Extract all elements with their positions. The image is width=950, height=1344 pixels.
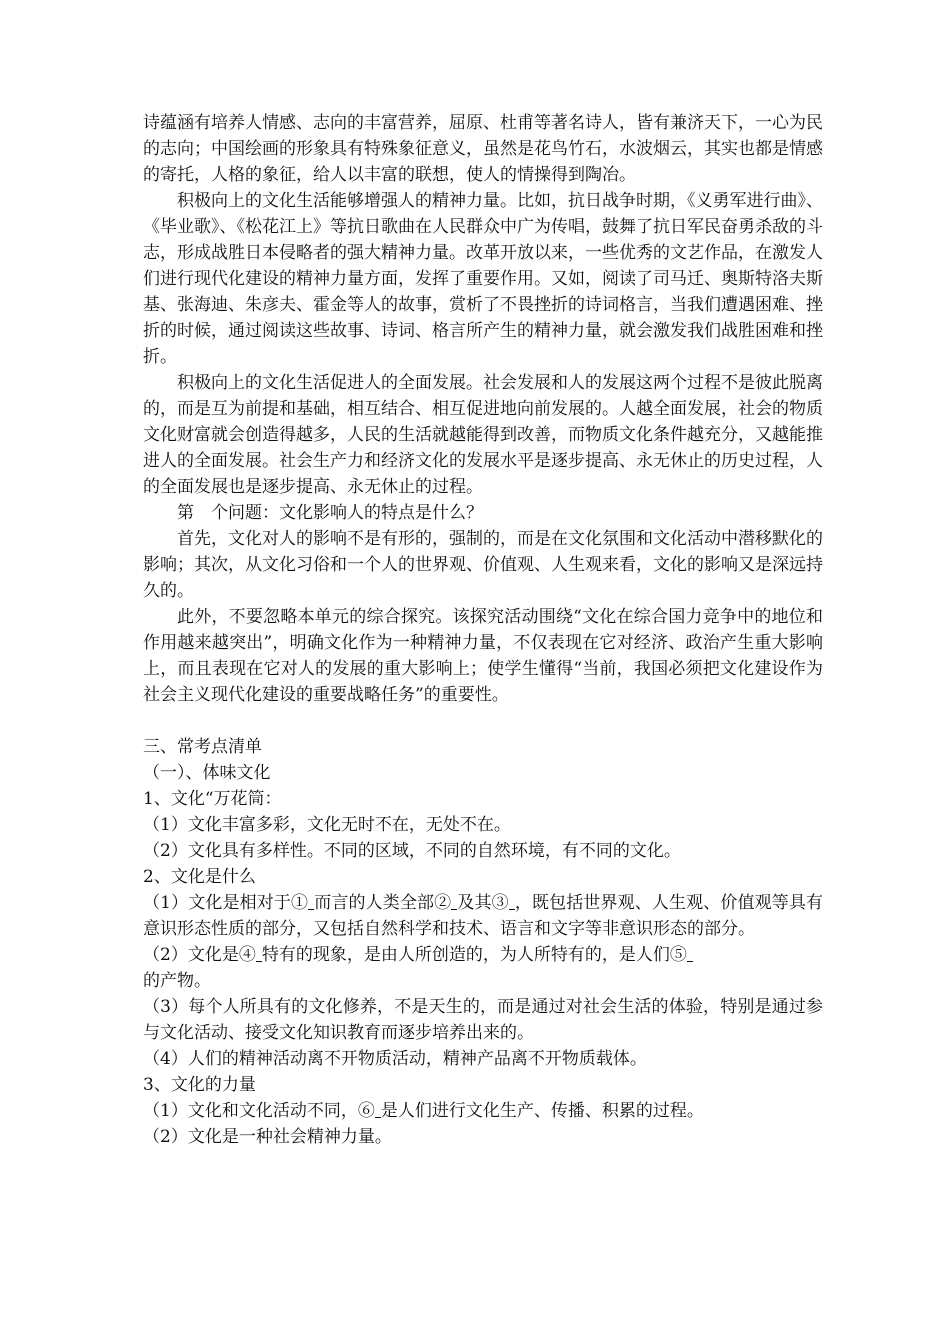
section-heading: 三、常考点清单 [143,737,262,757]
item2-title: 2、文化是什么 [143,867,256,887]
spacer [143,708,823,734]
item2-1-part-a: （1）文化是相对于① [143,893,309,913]
item2-2-part-a: （2）文化是④ [143,945,256,965]
item1-title: 1、文化“万花筒： [143,789,282,809]
paragraph-spiritual-strength: 积极向上的文化生活能够增强人的精神力量。比如，抗日战争时期，《义勇军进行曲》、《毕业歌》、《松花江上》等抗日歌曲在人民群众中广为传唱，鼓舞了抗日军民奋勇杀敌的斗志，形成战胜日本侵略者的强大精神力量。改革开放以来，一些优秀的文艺作品，在激发人们进行现代化建设的精神力量方面，发挥了重要作用。又如，阅读了司马迁、奥斯特洛夫斯基、张海迪、朱彦夫、霍金等人的故事，赏析了不畏挫折的诗词格言，当我们遭遇困难、挫折的时候，通过阅读这些故事、诗词、格言所产生的精神力量，就会激发我们战胜困难和挫折。 [143,191,823,367]
item3-2: （2）文化是一种社会精神力量。 [143,1127,392,1147]
paragraph-all-round-development: 积极向上的文化生活促进人的全面发展。社会发展和人的发展这两个过程不是彼此脱离的，而是互为前提和基础，相互结合、相互促进地向前发展的。人越全面发展，社会的物质文化财富就会创造得越多，人民的生活就越能得到改善，而物质文化条件越充分，又越能推进人的全面发展。社会生产力和经济文化的发展水平是逐步提高、永无休止的历史过程，人的全面发展也是逐步提高、永无休止的过程。 [143,373,823,497]
item2-2-part-b: 特有的现象，是由人所创造的，为人所特有的，是人们⑤ [261,945,687,965]
item2-2-part-c: 的产物。 [143,971,211,991]
item2-4: （4）人们的精神活动离不开物质活动，精神产品离不开物质载体。 [143,1049,647,1069]
paragraph-poetry: 诗蕴涵有培养人情感、志向的丰富营养，屈原、杜甫等著名诗人，皆有兼济天下，一心为民的志向；中国绘画的形象具有特殊象征意义，虽然是花鸟竹石，水波烟云，其实也都是情感的寄托，人格的象征，给人以丰富的联想，使人的情操得到陶冶。 [143,113,823,185]
item1-2: （2）文化具有多样性。不同的区域，不同的自然环境，有不同的文化。 [143,841,681,861]
fill-blank-5 [687,945,693,962]
document-page [143,110,823,1150]
item2-1-part-d: ，既包括世界观、人生观、价值观等具有意识形态性质的部分，又包括自然科学和技术、语言和文字等非意识形态的部分。 [143,893,824,939]
section-subheading: （一）、体味文化 [143,763,271,783]
item3-1-part-b: 是人们进行文化生产、传播、积累的过程。 [380,1101,704,1121]
item2-2 [143,942,823,994]
paragraph-influence-features: 首先，文化对人的影响不是有形的，强制的，而是在文化氛围和文化活动中潜移默化的影响；其次，从文化习俗和一个人的世界观、价值观、人生观来看，文化的影响又是深远持久的。 [143,529,823,601]
item2-3: （3）每个人所具有的文化修养，不是天生的，而是通过对社会生活的体验，特别是通过参与文化活动、接受文化知识教育而逐步培养出来的。 [143,997,823,1043]
question-heading: 第 个问题：文化影响人的特点是什么？ [177,503,483,523]
item2-1 [143,890,823,942]
item2-1-part-b: 而言的人类全部② [314,893,452,913]
item1-1: （1）文化丰富多彩，文化无时不在，无处不在。 [143,815,511,835]
item3-title: 3、文化的力量 [143,1075,256,1095]
item3-1 [143,1098,823,1124]
item2-1-part-c: 及其③ [457,893,509,913]
item3-1-part-a: （1）文化和文化活动不同，⑥ [143,1101,375,1121]
paragraph-comprehensive-inquiry: 此外，不要忽略本单元的综合探究。该探究活动围绕“文化在综合国力竞争中的地位和作用越来越突出”，明确文化作为一种精神力量，不仅表现在它对经济、政治产生重大影响上，而且表现在它对人的发展的重大影响上；使学生懂得“当前，我国必须把文化建设作为社会主义现代化建设的重要战略任务”的重要性。 [143,607,823,705]
